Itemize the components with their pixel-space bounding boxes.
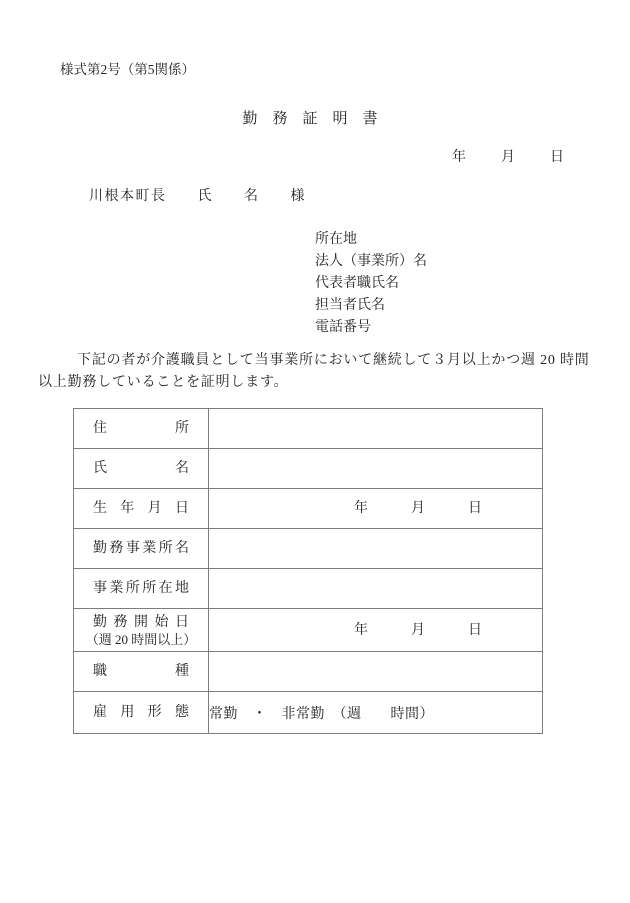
addressee-line: 川根本町長 氏 名 様 [89, 189, 306, 204]
name-value-cell [209, 449, 543, 489]
certification-statement [38, 350, 590, 394]
issue-day-label: 日 [550, 150, 564, 165]
employment-start-year-label: 年 [354, 622, 368, 638]
issuer-info-block [315, 229, 427, 339]
birthdate-value-cell [209, 489, 543, 529]
address-value-cell [209, 409, 543, 449]
certification-line-2: 以上勤務していることを証明します。 [38, 375, 289, 390]
employment-start-placeholder [209, 622, 542, 639]
workplace-address-label-cell [74, 569, 209, 609]
workplace-address-label: 事業所所在地 [93, 581, 189, 596]
employment-start-value-cell [209, 609, 543, 652]
employment-type-value-cell [209, 692, 543, 734]
birthdate-year-label: 年 [354, 501, 368, 516]
issuer-phone-label: 電話番号 [315, 320, 371, 335]
issuer-address-label: 所在地 [315, 232, 357, 247]
employment-start-month-label: 月 [411, 622, 425, 638]
issuer-contact-person-label: 担当者氏名 [315, 298, 385, 313]
workplace-address-value-cell [209, 569, 543, 609]
job-type-value-cell [209, 652, 543, 692]
document-title: 勤 務 証 明 書 [242, 111, 378, 127]
address-label-cell [74, 409, 209, 449]
employment-start-label-cell [74, 609, 209, 652]
workplace-name-label: 勤務事業所名 [93, 541, 189, 556]
birthdate-placeholder [209, 500, 542, 517]
work-certificate-table [73, 408, 543, 734]
address-row [74, 409, 543, 449]
employment-start-day-label: 日 [468, 622, 482, 638]
workplace-name-row [74, 529, 543, 569]
issue-year-label: 年 [452, 150, 466, 165]
workplace-name-label-cell [74, 529, 209, 569]
employment-type-label: 雇用形態 [93, 705, 189, 720]
job-type-label-cell [74, 652, 209, 692]
job-type-label: 職種 [93, 664, 189, 679]
workplace-address-row [74, 569, 543, 609]
name-row [74, 449, 543, 489]
birthdate-label-cell [74, 489, 209, 529]
employment-start-label: 勤務開始日 [93, 614, 189, 630]
birthdate-day-label: 日 [468, 501, 482, 516]
employment-start-sublabel: （週 20 時間以上） [85, 631, 197, 647]
issuer-company-name-label: 法人（事業所）名 [315, 254, 427, 269]
certification-line-1: 下記の者が介護職員として当事業所において継続して３月以上かつ週 20 時間 [77, 353, 590, 368]
form-number: 様式第2号（第5関係） [60, 62, 195, 77]
job-type-row [74, 652, 543, 692]
workplace-name-value-cell [209, 529, 543, 569]
employment-type-label-cell [74, 692, 209, 734]
birthdate-month-label: 月 [411, 501, 425, 516]
name-label-cell [74, 449, 209, 489]
issue-date-line [38, 149, 582, 166]
name-label: 氏名 [93, 461, 189, 476]
birthdate-label: 生年月日 [93, 501, 189, 516]
birthdate-row [74, 489, 543, 529]
employment-type-options: 常勤 ・ 非常勤 （週 時間） [209, 706, 434, 722]
employment-type-row [74, 692, 543, 734]
employment-start-row [74, 609, 543, 652]
address-label: 住所 [93, 421, 189, 436]
issue-month-label: 月 [501, 150, 515, 165]
issuer-representative-label: 代表者職氏名 [315, 276, 399, 291]
